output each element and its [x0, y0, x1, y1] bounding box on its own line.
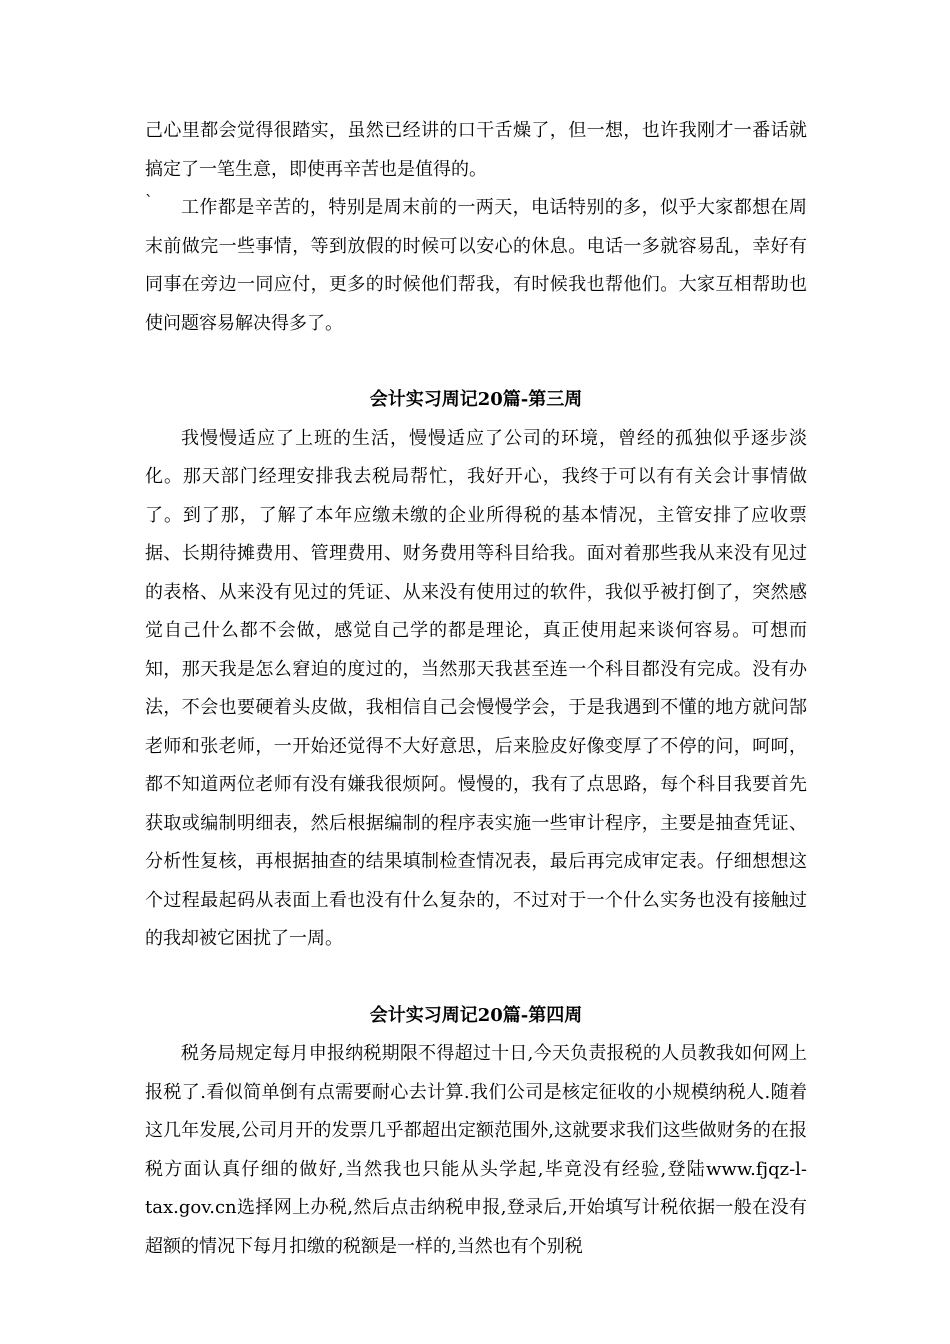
paragraph-with-mark [145, 189, 807, 343]
week4-heading: 会计实习周记20篇-第四周 [369, 1004, 583, 1026]
section-gap [145, 343, 807, 381]
document-body [145, 112, 807, 1266]
intro-paragraph-2: 工作都是辛苦的，特别是周末前的一两天，电话特别的多，似乎大家都想在周末前做完一些事情，等到放假的时候可以安心的休息。电话一多就容易乱，幸好有同事在旁边一同应付，更多的时候他们帮我，有时候我也帮他们。大家互相帮助也使问题容易解决得多了。 [145, 197, 807, 334]
week3-heading: 会计实习周记20篇-第三周 [369, 389, 583, 410]
section-gap [145, 959, 807, 997]
intro-paragraph-continuation: 己心里都会觉得很踏实，虽然已经讲的口干舌燥了，但一想，也许我刚才一番话就搞定了一笔生意，即使再辛苦也是值得的。 [145, 120, 807, 180]
week4-body: 税务局规定每月申报纳税期限不得超过十日,今天负责报税的人员教我如何网上报税了.看似简单倒有点需要耐心去计算.我们公司是核定征收的小规模纳税人.随着这几年发展,公司月开的发票几乎都超出定额范围外,这就要求我们这些做财务的在报税方面认真仔细的做好,当然我也只能从头学起,毕竟没有经验,登陆www.fjqz-l-tax.gov.cn选择网上办税,然后点击纳税申报,登录后,开始填写计税依据一般在没有超额的情况下每月扣缴的税额是一样的,当然也有个别税 [145, 1043, 807, 1257]
week3-body: 我慢慢适应了上班的生活，慢慢适应了公司的环境，曾经的孤独似乎逐步淡化。那天部门经理安排我去税局帮忙，我好开心，我终于可以有有关会计事情做了。到了那，了解了本年应缴未缴的企业所得税的基本情况，主管安排了应收票据、长期待摊费用、管理费用、财务费用等科目给我。面对着那些我从来没有见过的表格、从来没有见过的凭证、从来没有使用过的软件，我似乎被打倒了，突然感觉自己什么都不会做，感觉自己学的都是理论，真正使用起来谈何容易。可想而知，那天我是怎么窘迫的度过的，当然那天我甚至连一个科目都没有完成。没有办法，不会也要硬着头皮做，我相信自己会慢慢学会，于是我遇到不懂的地方就问郜老师和张老师，一开始还觉得不大好意思，后来脸皮好像变厚了不停的问，呵呵，都不知道两位老师有没有嫌我很烦阿。慢慢的，我有了点思路，每个科目我要首先获取或编制明细表，然后根据编制的程序表实施一些审计程序，主要是抽查凭证、分析性复核，再根据抽查的结果填制检查情况表，最后再完成审定表。仔细想想这个过程最起码从表面上看也没有什么复杂的，不过对于一个什么实务也没有接触过的我却被它困扰了一周。 [145, 427, 807, 949]
stray-mark: ` [145, 192, 153, 211]
